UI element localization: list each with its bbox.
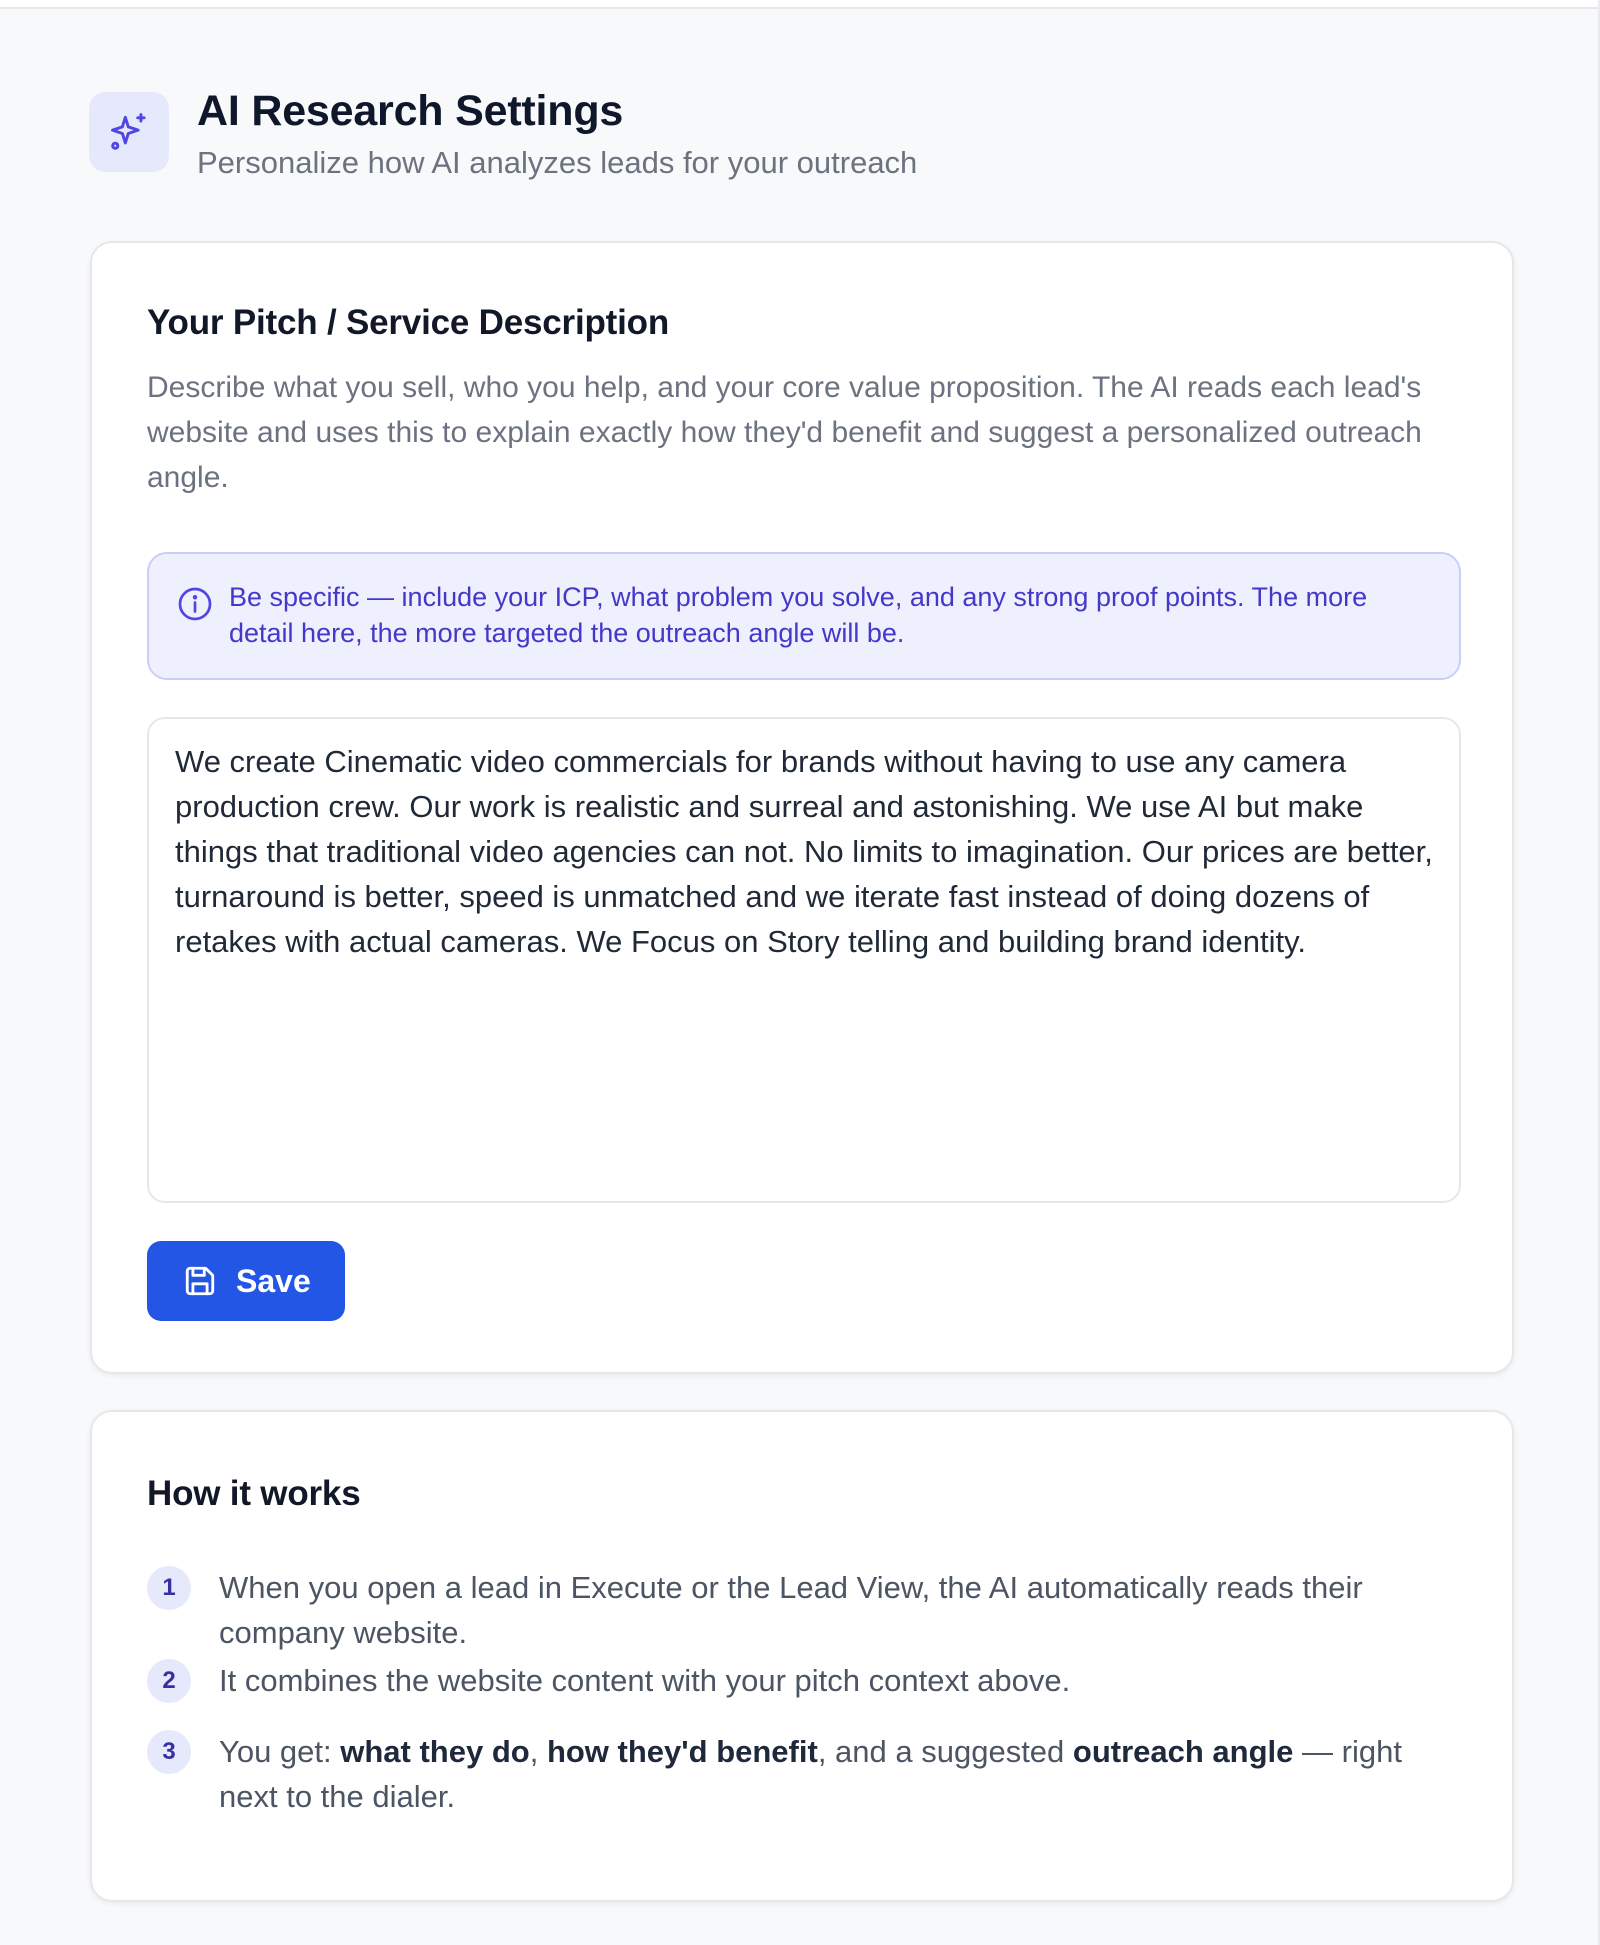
sparkles-icon [89, 92, 169, 172]
how-it-works-card [90, 1410, 1514, 1902]
step-number-badge: 2 [147, 1659, 191, 1703]
page-title: AI Research Settings [197, 87, 624, 135]
step-text [219, 1729, 1469, 1819]
step-highlight-what-they-do: what they do [340, 1734, 530, 1769]
step-highlight-outreach-angle: outreach angle [1072, 1734, 1294, 1769]
pitch-textarea[interactable] [147, 717, 1461, 1203]
save-button[interactable] [147, 1241, 345, 1321]
step-text-suffix: — right next to the dialer. [219, 1734, 1402, 1814]
step-text: When you open a lead in Execute or the Lead View, the AI automatically reads their company website. [219, 1570, 1363, 1650]
save-button-label: Save [236, 1262, 311, 1299]
step-text-prefix: You get: [219, 1734, 341, 1769]
pitch-card [90, 241, 1514, 1374]
page-header [89, 87, 918, 181]
step-text-separator: , and a suggested [817, 1734, 1073, 1769]
step-number-badge: 3 [147, 1730, 191, 1774]
tip-text: Be specific — include your ICP, what problem you solve, and any strong proof points. The more detail here, the more targeted the outreach angle will be. [229, 582, 1368, 648]
step-item [147, 1566, 1469, 1655]
top-border [0, 0, 1600, 9]
step-text-separator: , [529, 1734, 547, 1769]
step-item [147, 1659, 1469, 1703]
step-item [147, 1730, 1469, 1819]
how-it-works-title: How it works [147, 1474, 361, 1513]
pitch-card-title: Your Pitch / Service Description [147, 303, 670, 342]
step-highlight-benefit: how they'd benefit [546, 1734, 818, 1769]
step-number-badge: 1 [147, 1566, 191, 1610]
save-icon [183, 1264, 217, 1298]
pitch-card-description: Describe what you sell, who you help, and your core value proposition. The AI reads each lead's website and uses this to explain exactly how they'd benefit and suggest a personalized outreach angle. [147, 371, 1422, 494]
page-subtitle: Personalize how AI analyzes leads for your outreach [197, 144, 918, 180]
info-icon [177, 586, 213, 622]
step-text: It combines the website content with your pitch context above. [219, 1663, 1071, 1698]
tip-callout [147, 552, 1461, 680]
